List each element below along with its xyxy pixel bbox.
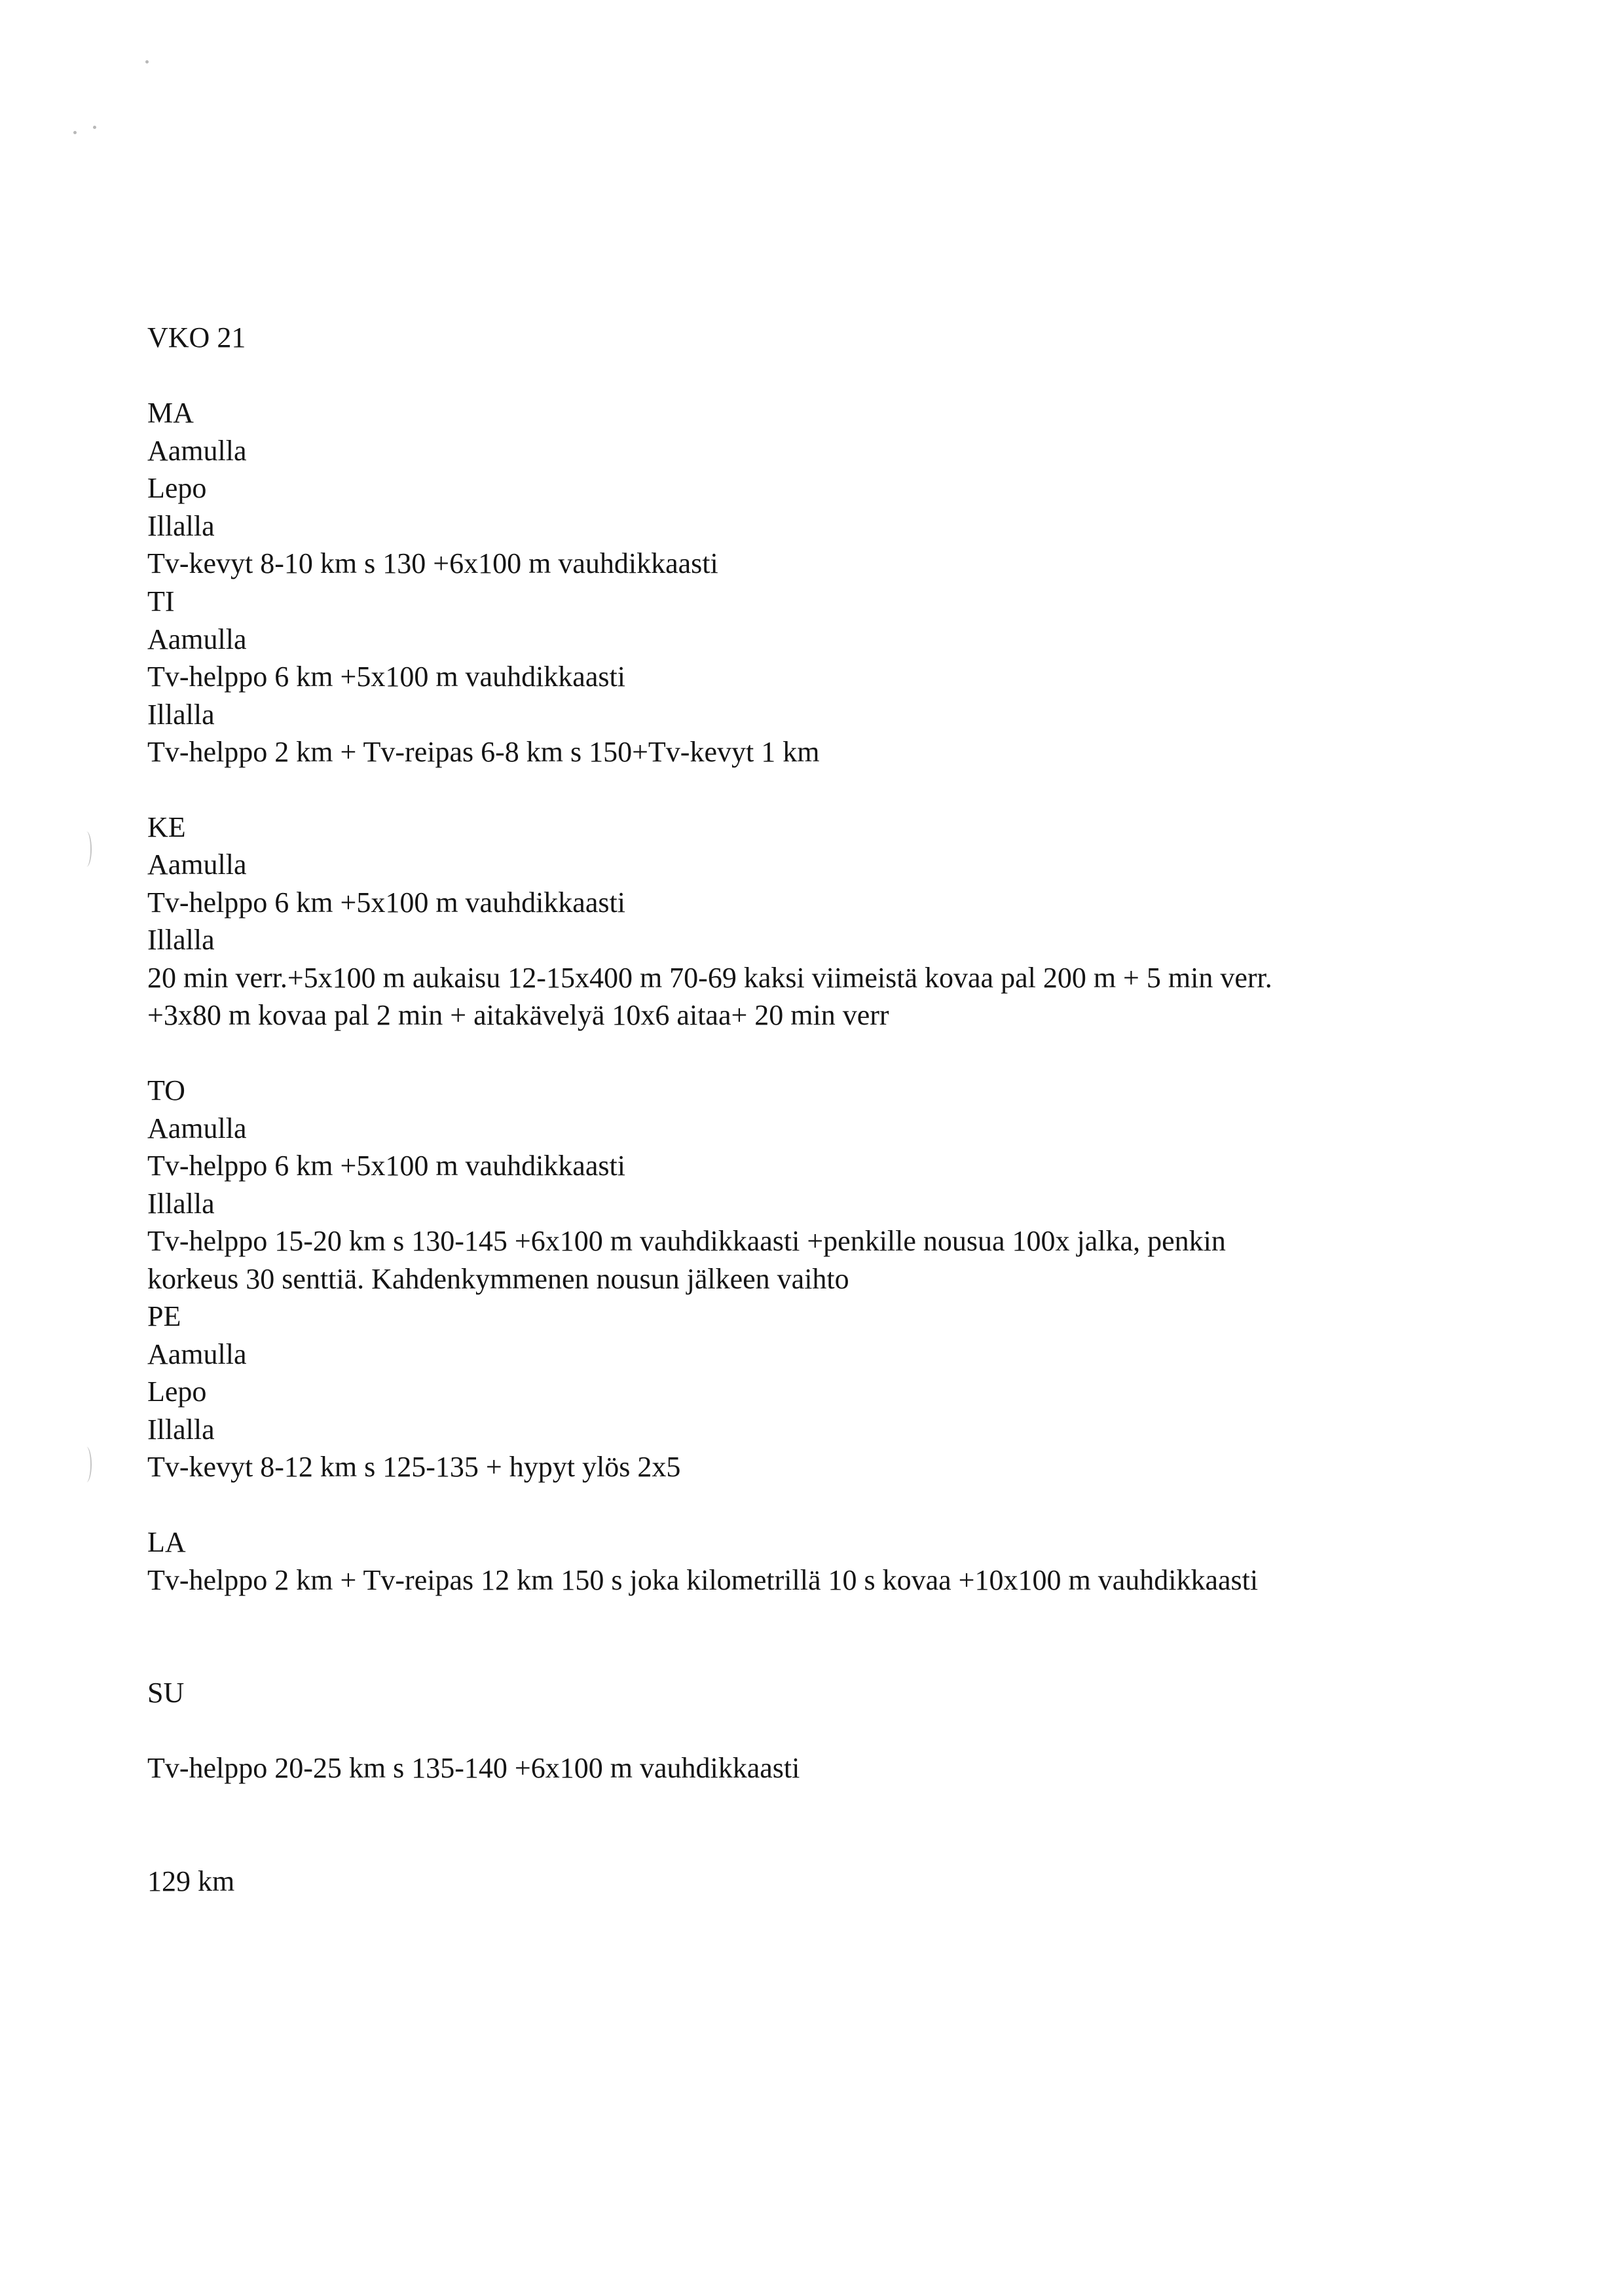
- su-session: Tv-helppo 20-25 km s 135-140 +6x100 m vauhdikkaasti: [147, 1752, 800, 1784]
- to-evening-session-line1: Tv-helppo 15-20 km s 130-145 +6x100 m vauhdikkaasti +penkille nousua 100x jalka, penkin: [147, 1225, 1226, 1257]
- weekly-total: 129 km: [147, 1865, 235, 1897]
- week-heading: VKO 21: [147, 321, 246, 354]
- day-label-pe: PE: [147, 1300, 181, 1332]
- day-label-ke: KE: [147, 811, 186, 843]
- ke-evening-session-line2: +3x80 m kovaa pal 2 min + aitakävelyä 10x6 aitaa+ 20 min verr: [147, 999, 889, 1031]
- to-morning-label: Aamulla: [147, 1112, 247, 1144]
- ma-evening-label: Illalla: [147, 510, 215, 542]
- day-label-su: SU: [147, 1677, 185, 1709]
- ke-morning-session: Tv-helppo 6 km +5x100 m vauhdikkaasti: [147, 886, 625, 919]
- scan-speck: [93, 126, 96, 129]
- day-label-la: LA: [147, 1526, 186, 1558]
- scan-speck: [73, 131, 77, 134]
- ma-morning-session: Lepo: [147, 472, 207, 504]
- ti-evening-session: Tv-helppo 2 km + Tv-reipas 6-8 km s 150+Tv-kevyt 1 km: [147, 736, 820, 768]
- scan-speck: [145, 60, 149, 64]
- ti-morning-label: Aamulla: [147, 623, 247, 655]
- day-label-ti: TI: [147, 585, 175, 617]
- ma-evening-session: Tv-kevyt 8-10 km s 130 +6x100 m vauhdikkaasti: [147, 547, 718, 579]
- to-evening-label: Illalla: [147, 1188, 215, 1220]
- ke-morning-label: Aamulla: [147, 848, 247, 881]
- to-morning-session: Tv-helppo 6 km +5x100 m vauhdikkaasti: [147, 1150, 625, 1182]
- pe-morning-session: Lepo: [147, 1376, 207, 1408]
- ke-evening-session-line1: 20 min verr.+5x100 m aukaisu 12-15x400 m 70-69 kaksi viimeistä kovaa pal 200 m + 5 min verr.: [147, 962, 1272, 994]
- la-session: Tv-helppo 2 km + Tv-reipas 12 km 150 s joka kilometrillä 10 s kovaa +10x100 m vauhdikkaasti: [147, 1564, 1259, 1596]
- scan-margin-mark: [81, 1447, 92, 1482]
- day-label-ma: MA: [147, 397, 194, 429]
- ma-morning-label: Aamulla: [147, 435, 247, 467]
- ti-morning-session: Tv-helppo 6 km +5x100 m vauhdikkaasti: [147, 661, 625, 693]
- pe-evening-label: Illalla: [147, 1413, 215, 1446]
- to-evening-session-line2: korkeus 30 senttiä. Kahdenkymmenen nousun jälkeen vaihto: [147, 1263, 849, 1295]
- ti-evening-label: Illalla: [147, 699, 215, 731]
- pe-morning-label: Aamulla: [147, 1338, 247, 1370]
- ke-evening-label: Illalla: [147, 924, 215, 956]
- day-label-to: TO: [147, 1074, 185, 1106]
- pe-evening-session: Tv-kevyt 8-12 km s 125-135 + hypyt ylös 2x5: [147, 1451, 681, 1483]
- scan-margin-mark: [81, 831, 92, 867]
